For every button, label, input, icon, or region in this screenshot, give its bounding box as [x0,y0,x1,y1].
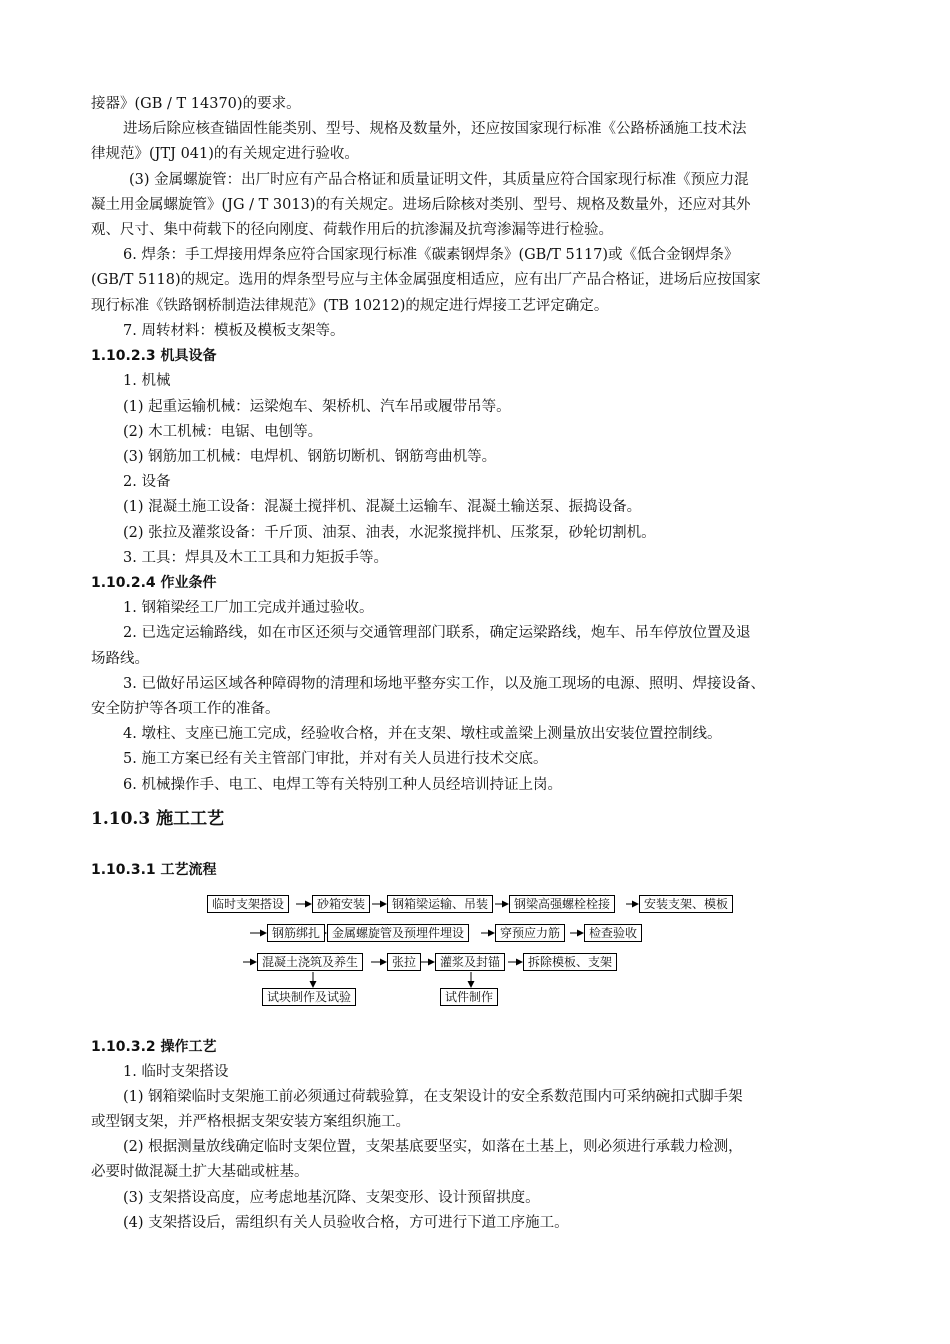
list-item: 场路线。 [91,651,149,667]
flow-step-box: 灌浆及封锚 [435,953,505,971]
list-item: 3. 工具：焊具及木工工具和力矩扳手等。 [123,550,388,566]
flow-step-box: 拆除模板、支架 [523,953,617,971]
paragraph-line: 现行标准《铁路钢桥制造法律规范》(TB 10212)的规定进行焊接工艺评定确定。 [91,298,609,314]
paragraph-line: (GB/T 5118)的规定。选用的焊条型号应与主体金属强度相适应，应有出厂产品合格证，进场后应按国家 [91,272,761,288]
paragraph-line: (3) 金属螺旋管：出厂时应有产品合格证和质量证明文件，其质量应符合国家现行标准《预应力混 [129,172,749,188]
flow-step-box: 试块制作及试验 [262,988,356,1006]
list-item: 2. 设备 [123,474,171,490]
list-item: (2) 木工机械：电锯、电刨等。 [123,424,323,440]
section-heading: 1.10.3.2 操作工艺 [91,1039,217,1055]
paragraph-line: 接器》(GB / T 14370)的要求。 [91,96,301,112]
flow-step-box: 穿预应力筋 [495,924,565,942]
list-item: (1) 起重运输机械：运梁炮车、架桥机、汽车吊或履带吊等。 [123,399,511,415]
section-heading: 1.10.3.1 工艺流程 [91,862,217,878]
list-item: (2) 根据测量放线确定临时支架位置，支架基底要坚实，如落在土基上，则必须进行承载力检测， [123,1139,743,1155]
paragraph-line: 进场后除应核查锚固性能类别、型号、规格及数量外，还应按国家现行标准《公路桥涵施工技术法 [123,121,747,137]
flow-step-box: 安装支架、模板 [639,895,733,913]
paragraph-line: 凝土用金属螺旋管》(JG / T 3013)的有关规定。进场后除核对类别、型号、规格及数量外，还应对其外 [91,197,751,213]
list-item: 1. 临时支架搭设 [123,1064,229,1080]
list-item: 必要时做混凝土扩大基础或桩基。 [91,1164,309,1180]
list-item: (2) 张拉及灌浆设备：千斤顶、油泵、油表，水泥浆搅拌机、压浆泵，砂轮切割机。 [123,525,656,541]
section-heading: 1.10.2.4 作业条件 [91,575,217,591]
list-item: 5. 施工方案已经有关主管部门审批，并对有关人员进行技术交底。 [123,751,548,767]
flow-step-box: 混凝土浇筑及养生 [257,953,363,971]
list-item: 3. 已做好吊运区域各种障碍物的清理和场地平整夯实工作，以及施工现场的电源、照明、焊接设备、 [123,676,765,692]
list-item: 1. 机械 [123,373,171,389]
list-item: 1. 钢箱梁经工厂加工完成并通过验收。 [123,600,374,616]
flow-step-box: 钢梁高强螺栓栓接 [509,895,615,913]
list-item: (3) 钢筋加工机械：电焊机、钢筋切断机、钢筋弯曲机等。 [123,449,497,465]
flow-step-box: 砂箱安装 [312,895,370,913]
flow-step-box: 张拉 [387,953,421,971]
list-item: (3) 支架搭设高度，应考虑地基沉降、支架变形、设计预留拱度。 [123,1190,540,1206]
flow-step-box: 试件制作 [440,988,498,1006]
list-item: 4. 墩柱、支座已施工完成，经验收合格，并在支架、墩柱或盖梁上测量放出安装位置控制线。 [123,726,722,742]
list-item: (1) 混凝土施工设备：混凝土搅拌机、混凝土运输车、混凝土输送泵、振捣设备。 [123,499,642,515]
flow-step-box: 检查验收 [584,924,642,942]
flow-step-box: 钢筋绑扎 [267,924,325,942]
flow-step-box: 临时支架搭设 [207,895,289,913]
flow-step-box: 金属螺旋管及预埋件埋设 [327,924,469,942]
list-item: 2. 已选定运输路线，如在市区还须与交通管理部门联系，确定运梁路线，炮车、吊车停放位置及退 [123,625,751,641]
paragraph-line: 6. 焊条：手工焊接用焊条应符合国家现行标准《碳素钢焊条》(GB/T 5117)或《低合金钢焊条》 [123,247,739,263]
list-item: 或型钢支架，并严格根据支架安装方案组织施工。 [91,1114,410,1130]
chapter-heading: 1.10.3 施工工艺 [91,809,225,829]
list-item: (1) 钢箱梁临时支架施工前必须通过荷载验算，在支架设计的安全系数范围内可采纳碗扣式脚手架 [123,1089,743,1105]
paragraph-line: 观、尺寸、集中荷载下的径向刚度、荷载作用后的抗渗漏及抗弯渗漏等进行检验。 [91,222,613,238]
flow-step-box: 钢箱梁运输、吊装 [387,895,493,913]
list-item: (4) 支架搭设后，需组织有关人员验收合格，方可进行下道工序施工。 [123,1215,569,1231]
list-item: 安全防护等各项工作的准备。 [91,701,280,717]
section-heading: 1.10.2.3 机具设备 [91,348,217,364]
paragraph-line: 律规范》(JTJ 041)的有关规定进行验收。 [91,146,359,162]
paragraph-line: 7. 周转材料：模板及模板支架等。 [123,323,345,339]
list-item: 6. 机械操作手、电工、电焊工等有关特别工种人员经培训持证上岗。 [123,777,562,793]
